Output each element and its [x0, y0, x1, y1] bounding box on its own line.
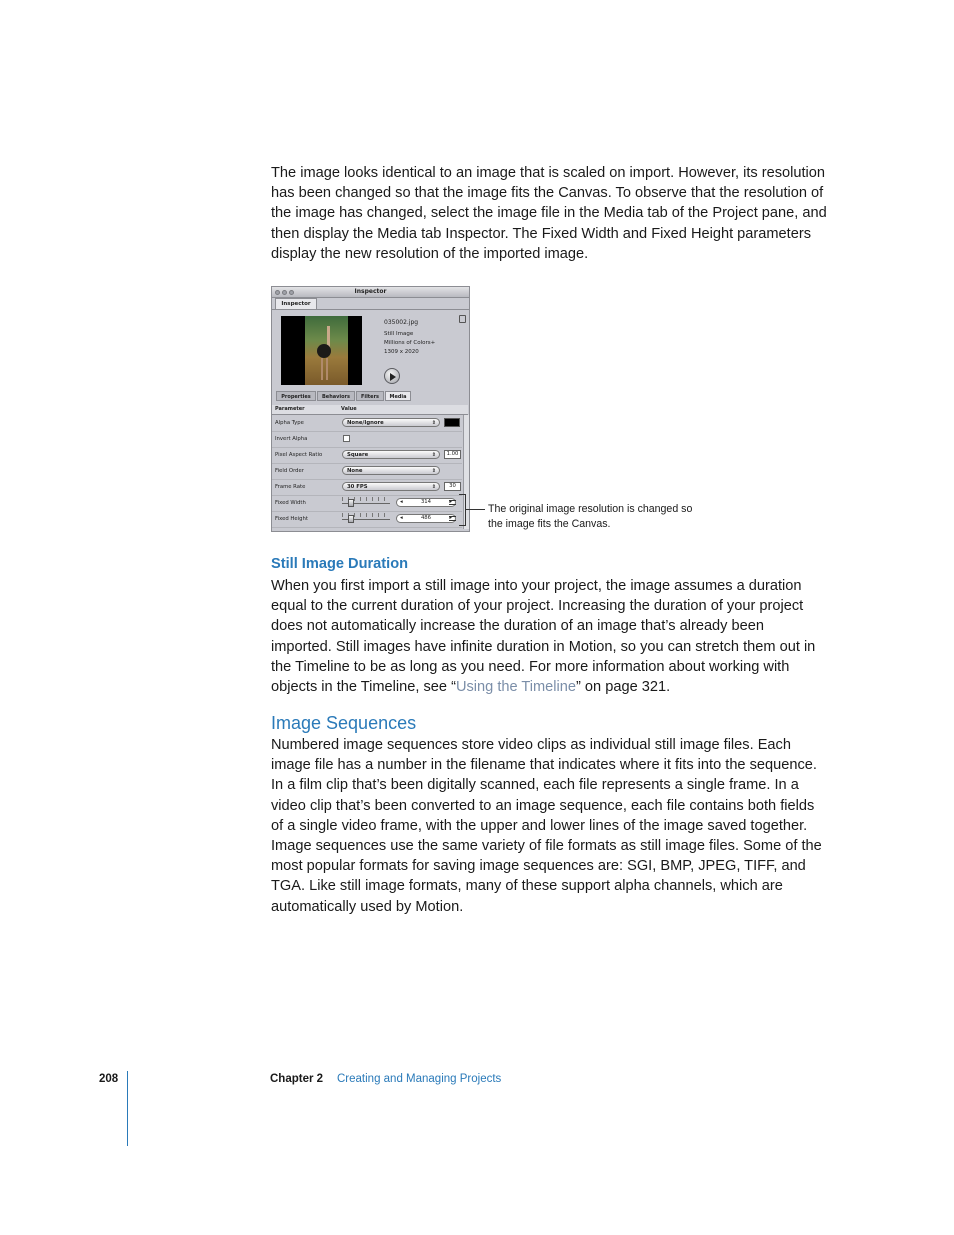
row-alpha-type [272, 415, 462, 432]
pixel-aspect-ratio-popup [342, 450, 440, 459]
invert-alpha-checkbox [343, 435, 350, 442]
row-pixel-aspect-ratio [272, 447, 462, 464]
alpha-type-label: Alpha Type [275, 420, 304, 426]
row-fixed-width [272, 495, 462, 512]
parameter-header [272, 405, 468, 415]
footer-chapter-title: Creating and Managing Projects [337, 1073, 502, 1085]
tab-media: Media [385, 391, 411, 401]
fixed-height-stepper [396, 514, 456, 523]
alpha-type-popup [342, 418, 440, 427]
callout-bracket [459, 494, 466, 526]
image-dimensions: 1309 x 2020 [384, 349, 419, 355]
image-sequences-paragraph: Numbered image sequences store video clips as individual still image files. Each image file has a number in the filename that indicates where it fits into the sequence. In a film clip that’s been digitally scanned, each file represents a single frame. In a video clip that’s been converted to an image sequence, each file contains both fields of a single video frame, with the upper and lower lines of the image saved together. Image sequences use the same variety of file formats as still image files. Some of the most popular formats for saving image sequences are: SGI, BMP, JPEG, TIFF, and TGA. Like still image formats, many of these support alpha channels, which are automatically used by Motion. [271, 737, 822, 915]
column-parameter: Parameter [275, 406, 305, 412]
field-order-label: Field Order [275, 468, 304, 474]
still-image-duration-paragraph [271, 576, 827, 697]
callout-leader-line [465, 509, 485, 510]
link-icon [449, 516, 456, 521]
footer-rule [127, 1071, 128, 1146]
row-invert-alpha [272, 431, 462, 448]
file-name: 035002.jpg [384, 319, 419, 326]
color-depth: Millions of Colors+ [384, 340, 436, 346]
tab-inspector: Inspector [275, 298, 317, 310]
lock-icon [459, 315, 466, 323]
fixed-height-label: Fixed Height [275, 516, 308, 522]
pixel-aspect-ratio-label: Pixel Aspect Ratio [275, 452, 323, 458]
file-info [384, 318, 435, 357]
fixed-width-value: 314 [420, 499, 432, 505]
callout-text: The original image resolution is changed so the image fits the Canvas. [488, 503, 693, 530]
chevron-right-icon: ▸ [449, 515, 452, 521]
fixed-width-label: Fixed Width [275, 500, 306, 506]
inspector-screenshot [271, 286, 470, 532]
inspector-titlebar [272, 287, 469, 298]
link-icon [449, 500, 456, 505]
using-the-timeline-link[interactable]: Using the Timeline [455, 679, 577, 696]
column-value: Value [341, 406, 357, 412]
chevron-right-icon: ▸ [449, 499, 452, 505]
image-preview [281, 316, 362, 385]
color-swatch [444, 418, 460, 427]
tab-filters: Filters [356, 391, 384, 401]
still-body-end: ” on page 321. [576, 679, 671, 696]
tab-properties: Properties [276, 391, 316, 401]
tab-behaviors: Behaviors [317, 391, 355, 401]
frame-rate-number: 30 [444, 482, 461, 491]
row-fixed-height [272, 511, 462, 528]
fixed-height-value: 486 [420, 515, 432, 521]
slider-thumb [348, 515, 354, 523]
inspector-window-title: Inspector [354, 288, 387, 295]
pixel-aspect-ratio-number: 1.00 [444, 450, 461, 459]
still-image-duration-heading: Still Image Duration [271, 556, 409, 572]
popup-arrows-icon: ⇕ [431, 484, 436, 490]
field-order-value: None [347, 468, 363, 474]
footer-chapter-label: Chapter 2 [270, 1073, 324, 1085]
popup-arrows-icon: ⇕ [431, 468, 436, 474]
invert-alpha-label: Invert Alpha [275, 436, 308, 442]
frame-rate-label: Frame Rate [275, 484, 306, 490]
image-sequences-heading: Image Sequences [271, 713, 417, 733]
popup-arrows-icon: ⇕ [431, 452, 436, 458]
still-body-start: When you first import a still image into your project, the image assumes a duration equal to the current duration of your project. Increasing the duration of your project does not automatically increase the duration of an image that’s already been imported. Still images have infinite duration in Motion, so you can stretch them out in the Timeline to be as long as you need. For more information about working with objects in the Timeline, see “ [271, 578, 816, 696]
tab-divider [272, 309, 469, 310]
slider-thumb [348, 499, 354, 507]
fixed-width-stepper [396, 498, 456, 507]
intro-paragraph: The image looks identical to an image that is scaled on import. However, its resolution has been changed so that the image fits the Canvas. To observe that the resolution of the image has changed, select the image file in the Media tab of the Project pane, and then display the Media tab Inspector. The Fixed Width and Fixed Height parameters display the new resolution of the imported image. [271, 165, 827, 262]
row-field-order [272, 463, 462, 480]
field-order-popup [342, 466, 440, 475]
frame-rate-popup [342, 482, 440, 491]
chevron-left-icon: ◂ [400, 515, 403, 521]
pixel-aspect-ratio-value: Square [347, 452, 369, 458]
file-type: Still Image [384, 331, 414, 337]
page-number: 208 [99, 1073, 119, 1085]
ostrich-photo [305, 316, 348, 385]
play-button [384, 368, 400, 384]
chevron-left-icon: ◂ [400, 499, 403, 505]
alpha-type-value: None/Ignore [347, 420, 384, 426]
row-frame-rate [272, 479, 462, 496]
frame-rate-value: 30 FPS [347, 484, 368, 490]
popup-arrows-icon: ⇕ [431, 420, 436, 426]
